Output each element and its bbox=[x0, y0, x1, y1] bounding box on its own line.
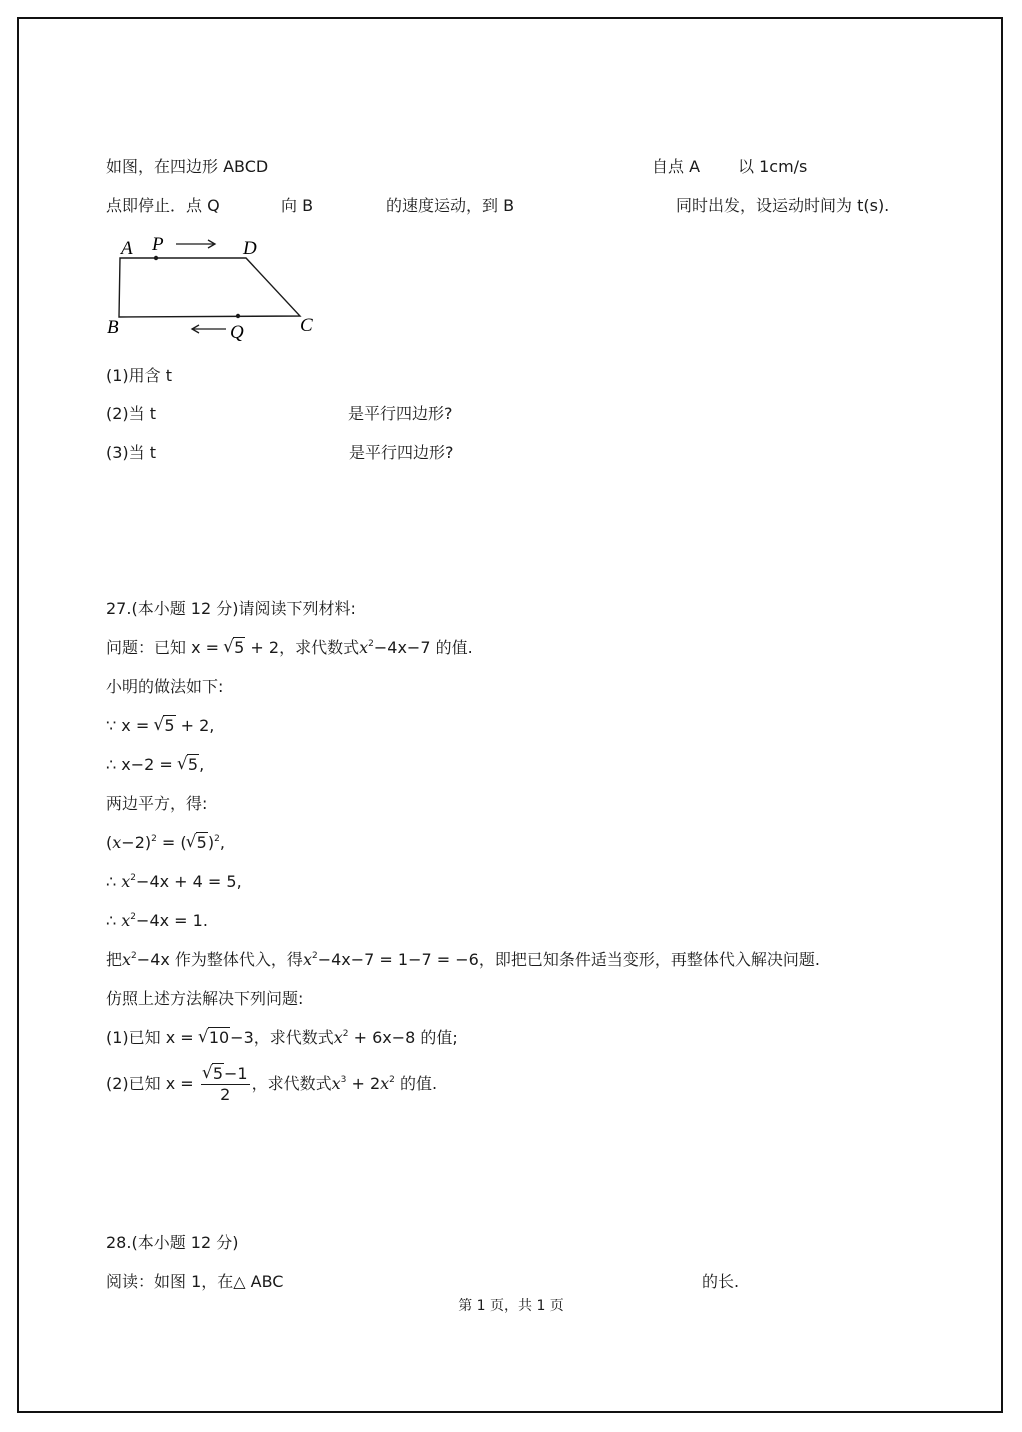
label-b: B bbox=[107, 317, 119, 338]
p26-q3-a: (3)当 t bbox=[106, 443, 157, 462]
sqrt-5: √ 5 bbox=[178, 755, 199, 775]
p27-step1: ∵ x = √ 5 + 2, bbox=[106, 716, 214, 736]
p26-q2-a: (2)当 t bbox=[106, 404, 157, 423]
p27-problem: 问题：已知 x = √ 5 + 2，求代数式$x^2-4x-7$ 的值. bbox=[106, 638, 473, 658]
p27-step2: ∴ x−2 = √ 5, bbox=[106, 755, 204, 775]
p28-line1-end: 的长. bbox=[702, 1272, 740, 1291]
p27-step3: 两边平方，得: bbox=[106, 794, 208, 813]
p27-header: 27.(本小题 12 分)请阅读下列材料: bbox=[106, 599, 356, 618]
point-p-dot bbox=[154, 256, 158, 260]
sqrt-10: √ 10 bbox=[199, 1028, 230, 1048]
p26-line1-mid: 自点 A bbox=[652, 157, 701, 176]
p26-line2-c: 的速度运动，到 B bbox=[386, 196, 515, 215]
label-p: P bbox=[152, 234, 164, 255]
trapezoid-outline bbox=[119, 258, 300, 317]
p27-step8: 仿照上述方法解决下列问题: bbox=[106, 989, 304, 1008]
p26-line1-start: 如图，在四边形 ABCD bbox=[106, 157, 269, 176]
page-footer: 第 1 页，共 1 页 bbox=[458, 1298, 564, 1314]
label-a: A bbox=[121, 238, 133, 259]
p28-header: 28.(本小题 12 分) bbox=[106, 1233, 239, 1252]
trapezoid-figure bbox=[103, 228, 333, 348]
p26-q2-b: 是平行四边形? bbox=[348, 404, 453, 423]
p26-line1-end: 以 1cm/s bbox=[738, 157, 808, 176]
label-d: D bbox=[243, 238, 257, 259]
arrow-right-icon bbox=[176, 240, 215, 248]
label-q: Q bbox=[230, 322, 244, 343]
p27-step6: ∴ $x^2-4x = 1$. bbox=[106, 911, 208, 930]
point-q-dot bbox=[236, 314, 240, 318]
p27-step7: 把$x^2-4x$ 作为整体代入，得$x^2-4x-7 = 1-7 = -6$，即把已知条件适当变形，再整体代入解决问题. bbox=[106, 950, 820, 969]
p26-line2-d: 同时出发，设运动时间为 t(s). bbox=[676, 196, 890, 215]
p27-q1: (1)已知 x = √ 10−3，求代数式$x^2 + 6x-8$ 的值; bbox=[106, 1028, 458, 1048]
sqrt-5: √ 5 bbox=[187, 833, 208, 853]
p28-line1-start: 阅读：如图 1，在△ ABC bbox=[106, 1272, 284, 1291]
sqrt-5: √ 5 bbox=[224, 638, 245, 658]
p27-method: 小明的做法如下: bbox=[106, 677, 224, 696]
p26-line2-a: 点即停止．点 Q bbox=[106, 196, 220, 215]
p26-line2-b: 向 B bbox=[281, 196, 314, 215]
p27-step5: ∴ $x^2-4x + 4 = 5$, bbox=[106, 872, 242, 891]
fraction: √ $\frac{5-1}{2}$ bbox=[201, 1064, 250, 1105]
sqrt-5: √ 5 bbox=[203, 1064, 224, 1084]
p26-q3-b: 是平行四边形? bbox=[349, 443, 454, 462]
label-c: C bbox=[300, 315, 313, 336]
sqrt-5: √ 5 bbox=[154, 716, 175, 736]
arrow-left-icon bbox=[192, 325, 226, 333]
p27-step4: $(x-2)^2$ = (√ 5)$^2$, bbox=[106, 833, 225, 853]
p27-q2: (2)已知 x = √ $\frac{5-1}{2}$ ，求代数式$x^3 + 2x^2$ 的值. bbox=[106, 1061, 437, 1107]
p26-q1: (1)用含 t bbox=[106, 366, 173, 385]
